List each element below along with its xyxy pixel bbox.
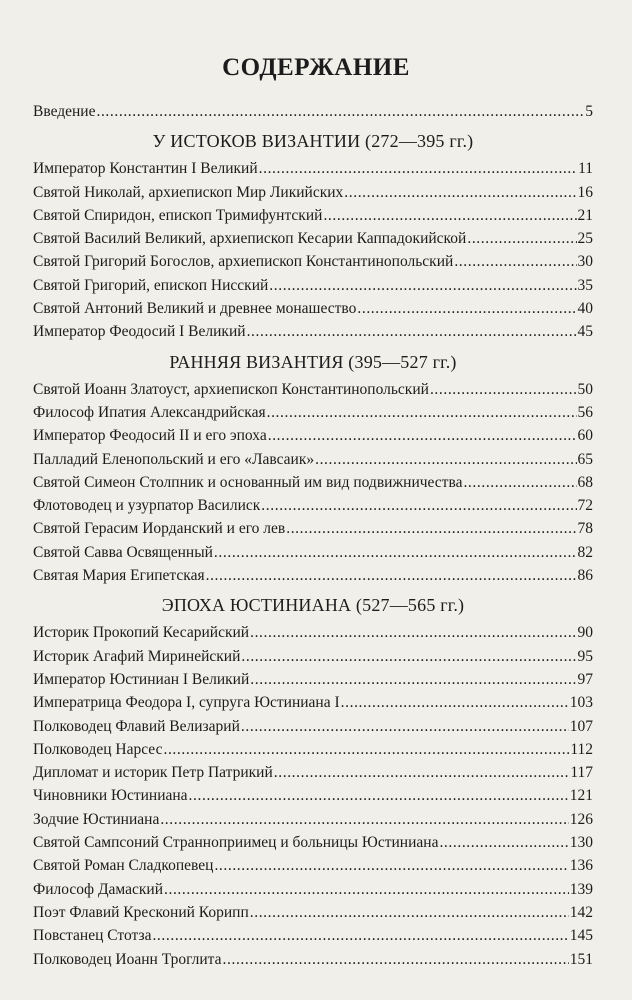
toc-entry <box>33 401 593 424</box>
toc-entry <box>33 320 593 343</box>
leader-dots <box>247 320 577 343</box>
toc-entry <box>33 494 593 517</box>
leader-dots <box>463 471 576 494</box>
entry-title: Императрица Феодора I, супруга Юстиниана I <box>33 694 340 712</box>
entry-title: Историк Агафий Миринейский <box>33 647 241 665</box>
leader-dots <box>214 854 568 877</box>
entry-title: Поэт Флавий Кресконий Корипп <box>33 903 249 921</box>
toc-entry-introduction <box>33 100 593 123</box>
toc-entry <box>33 808 593 831</box>
leader-dots <box>241 645 576 668</box>
entry-page: 30 <box>577 253 593 271</box>
entry-page: 117 <box>570 764 593 782</box>
entry-title: Святой Сампсоний Страннoприимец и больницы Юстиниана <box>33 834 439 852</box>
entry-title: Введение <box>33 103 96 120</box>
entry-page: 68 <box>577 473 593 491</box>
toc-entry <box>33 901 593 924</box>
entry-title: Святая Мария Египетская <box>33 567 205 585</box>
entry-title: Святой Иоанн Златоуст, архиепископ Константинопольский <box>33 380 429 398</box>
toc-entry <box>33 181 593 204</box>
entry-page: 11 <box>578 160 593 178</box>
toc-entry <box>33 924 593 947</box>
leader-dots <box>250 668 576 691</box>
toc-entry <box>33 854 593 877</box>
entry-title: Святой Василий Великий, архиепископ Кесарии Каппадокийской <box>33 230 467 248</box>
entry-page: 25 <box>577 230 593 248</box>
entry-page: 78 <box>577 520 593 538</box>
toc-entry <box>33 424 593 447</box>
entry-page: 86 <box>577 567 593 585</box>
entry-title: Повстанец Стотза <box>33 927 152 945</box>
entry-title: Зодчие Юстиниана <box>33 810 160 828</box>
toc-entry <box>33 297 593 320</box>
leader-dots <box>323 204 576 227</box>
toc-entry <box>33 948 593 971</box>
entry-page: 56 <box>577 403 593 421</box>
leader-dots <box>357 297 576 320</box>
leader-dots <box>250 901 569 924</box>
leader-dots <box>269 274 576 297</box>
section-heading: РАННЯЯ ВИЗАНТИЯ (395—527 гг.) <box>169 351 457 372</box>
entry-page: 112 <box>570 740 593 758</box>
toc-entry <box>33 878 593 901</box>
leader-dots <box>315 448 576 471</box>
entry-title: Дипломат и историк Петр Патрикий <box>33 764 273 782</box>
table-of-contents <box>33 100 593 971</box>
entry-page: 5 <box>585 103 593 120</box>
toc-entry <box>33 204 593 227</box>
entry-page: 145 <box>569 927 593 945</box>
entry-title: Полководец Флавий Велизарий <box>33 717 240 735</box>
leader-dots <box>344 181 576 204</box>
toc-entry <box>33 564 593 587</box>
section-heading: У ИСТОКОВ ВИЗАНТИИ (272—395 гг.) <box>152 131 474 152</box>
entry-page: 130 <box>569 834 593 852</box>
leader-dots <box>189 784 569 807</box>
toc-entry <box>33 761 593 784</box>
entry-page: 45 <box>577 323 593 341</box>
leader-dots <box>223 948 569 971</box>
entry-title: Философ Ипатия Александрийская <box>33 403 266 421</box>
leader-dots <box>454 250 576 273</box>
leader-dots <box>439 831 568 854</box>
leader-dots <box>259 157 577 180</box>
entry-title: Святой Николай, архиепископ Мир Ликийских <box>33 183 344 201</box>
entry-title: Святой Григорий, епископ Нисский <box>33 276 269 294</box>
toc-entry <box>33 738 593 761</box>
toc-entry <box>33 541 593 564</box>
entry-title: Святой Савва Освященный <box>33 543 213 561</box>
entry-page: 40 <box>577 300 593 318</box>
toc-entry <box>33 227 593 250</box>
toc-entry <box>33 831 593 854</box>
entry-title: Император Юстиниан I Великий <box>33 670 250 688</box>
entry-page: 97 <box>577 670 593 688</box>
entry-page: 21 <box>577 206 593 224</box>
entry-page: 16 <box>577 183 593 201</box>
entry-page: 90 <box>577 624 593 642</box>
toc-entry <box>33 250 593 273</box>
toc-entry <box>33 645 593 668</box>
entry-page: 82 <box>577 543 593 561</box>
entry-title: Полководец Иоанн Троглита <box>33 950 222 968</box>
leader-dots <box>341 691 569 714</box>
entry-page: 72 <box>577 497 593 515</box>
toc-entry <box>33 517 593 540</box>
entry-page: 50 <box>577 380 593 398</box>
entry-title: Чиновники Юстиниана <box>33 787 188 805</box>
leader-dots <box>274 761 570 784</box>
leader-dots <box>163 738 569 761</box>
leader-dots <box>160 808 568 831</box>
leader-dots <box>286 517 576 540</box>
entry-page: 35 <box>577 276 593 294</box>
leader-dots <box>268 424 577 447</box>
toc-entry <box>33 691 593 714</box>
leader-dots <box>164 878 569 901</box>
leader-dots <box>261 494 576 517</box>
entry-page: 151 <box>569 950 593 968</box>
entry-title: Император Феодосий II и его эпоха <box>33 427 267 445</box>
leader-dots <box>250 621 576 644</box>
entry-page: 139 <box>569 880 593 898</box>
toc-entry <box>33 378 593 401</box>
entry-title: Святой Роман Сладкопевец <box>33 857 214 875</box>
entry-page: 121 <box>569 787 593 805</box>
leader-dots <box>267 401 577 424</box>
entry-page: 107 <box>569 717 593 735</box>
entry-page: 136 <box>569 857 593 875</box>
entry-title: Император Феодосий I Великий <box>33 323 246 341</box>
entry-title: Палладий Еленопольский и его «Лавсаик» <box>33 450 315 468</box>
toc-entry <box>33 668 593 691</box>
toc-entry <box>33 715 593 738</box>
leader-dots <box>241 715 569 738</box>
toc-entry <box>33 621 593 644</box>
entry-title: Святой Спиридон, епископ Тримифунтский <box>33 206 323 224</box>
entry-page: 60 <box>577 427 593 445</box>
page-title: СОДЕРЖАНИЕ <box>222 54 410 81</box>
leader-dots <box>96 100 584 123</box>
toc-entry <box>33 274 593 297</box>
leader-dots <box>430 378 577 401</box>
leader-dots <box>206 564 577 587</box>
entry-title: Святой Григорий Богослов, архиепископ Константинопольский <box>33 253 454 271</box>
leader-dots <box>152 924 568 947</box>
entry-title: Философ Дамаский <box>33 880 163 898</box>
entry-page: 65 <box>577 450 593 468</box>
entry-page: 95 <box>577 647 593 665</box>
toc-entry <box>33 448 593 471</box>
entry-title: Святой Симеон Столпник и основанный им вид подвижничества <box>33 473 463 491</box>
toc-entry <box>33 157 593 180</box>
entry-page: 103 <box>569 694 593 712</box>
entry-title: Святой Герасим Иорданский и его лев <box>33 520 286 538</box>
entry-title: Флотоводец и узурпатор Василиск <box>33 497 261 515</box>
entry-title: Полководец Нарсес <box>33 740 163 758</box>
leader-dots <box>214 541 577 564</box>
toc-entry <box>33 784 593 807</box>
entry-title: Император Константин I Великий <box>33 160 258 178</box>
section-heading: ЭПОХА ЮСТИНИАНА (527—565 гг.) <box>161 595 465 616</box>
entry-page: 142 <box>569 903 593 921</box>
entry-title: Святой Антоний Великий и древнее монашество <box>33 300 357 318</box>
entry-title: Историк Прокопий Кесарийский <box>33 624 250 642</box>
leader-dots <box>467 227 576 250</box>
entry-page: 126 <box>569 810 593 828</box>
toc-entry <box>33 471 593 494</box>
